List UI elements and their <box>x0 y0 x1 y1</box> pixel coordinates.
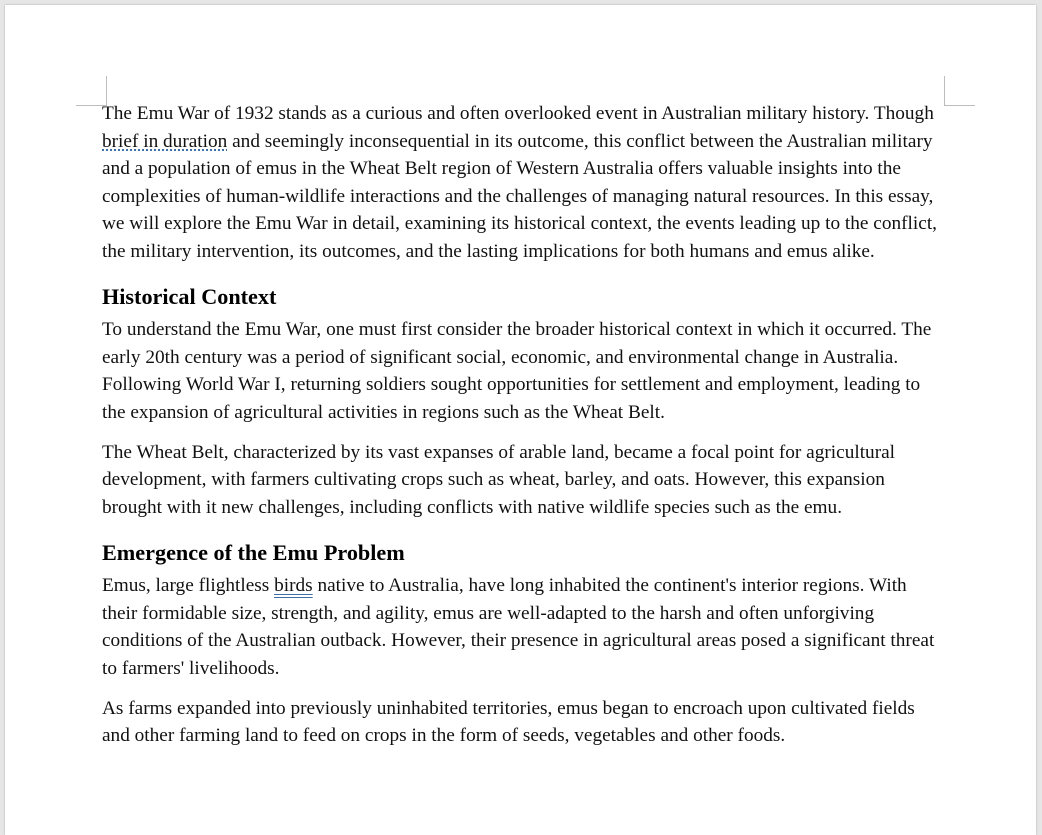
crop-mark-top-right <box>944 76 945 106</box>
paragraph-intro[interactable]: The Emu War of 1932 stands as a curious and often overlooked event in Australian military history. Though brief in duration and seemingly inconsequential in its outcome, this conflict between the Australian military and a population of emus in the Wheat Belt region of Western Australia offers valuable insights into the complexities of human-wildlife interactions and the challenges of managing natural resources. In this essay, we will explore the Emu War in detail, examining its historical context, the events leading up to the conflict, the military intervention, its outcomes, and the lasting implications for both humans and emus alike. <box>102 103 937 262</box>
paragraph-historical-1[interactable]: To understand the Emu War, one must first consider the broader historical context in which it occurred. The early 20th century was a period of significant social, economic, and environmental change in Australia. Following World War I, returning soldiers sought opportunities for settlement and employment, leading to the expansion of agricultural activities in regions such as the Wheat Belt. <box>102 319 932 423</box>
paragraph-emu-problem-2[interactable]: As farms expanded into previously uninhabited territories, emus began to encroach upon cultivated fields and other farming land to feed on crops in the form of seeds, vegetables and other foods. <box>102 697 915 746</box>
crop-mark-top-right-horizontal <box>945 105 975 106</box>
paragraph-emu-problem-1[interactable]: Emus, large flightless birds native to Australia, have long inhabited the continent's interior regions. With their formidable size, strength, and agility, emus are well-adapted to the harsh and often unforgiving conditions of the Australian outback. However, their presence in agricultural areas posed a significant threat to farmers' livelihoods. <box>102 575 935 679</box>
spelling-suggestion-mark[interactable]: birds <box>274 575 313 596</box>
heading-emu-problem: Emergence of the Emu Problem <box>102 540 405 565</box>
document-body[interactable] <box>102 100 937 762</box>
grammar-suggestion-mark[interactable]: brief in duration <box>102 130 228 152</box>
paragraph-historical-2[interactable]: The Wheat Belt, characterized by its vast expanses of arable land, became a focal point for agricultural development, with farmers cultivating crops such as wheat, barley, and oats. However, this expansion brought with it new challenges, including conflicts with native wildlife species such as the emu. <box>102 441 896 518</box>
heading-historical-context: Historical Context <box>102 284 277 309</box>
